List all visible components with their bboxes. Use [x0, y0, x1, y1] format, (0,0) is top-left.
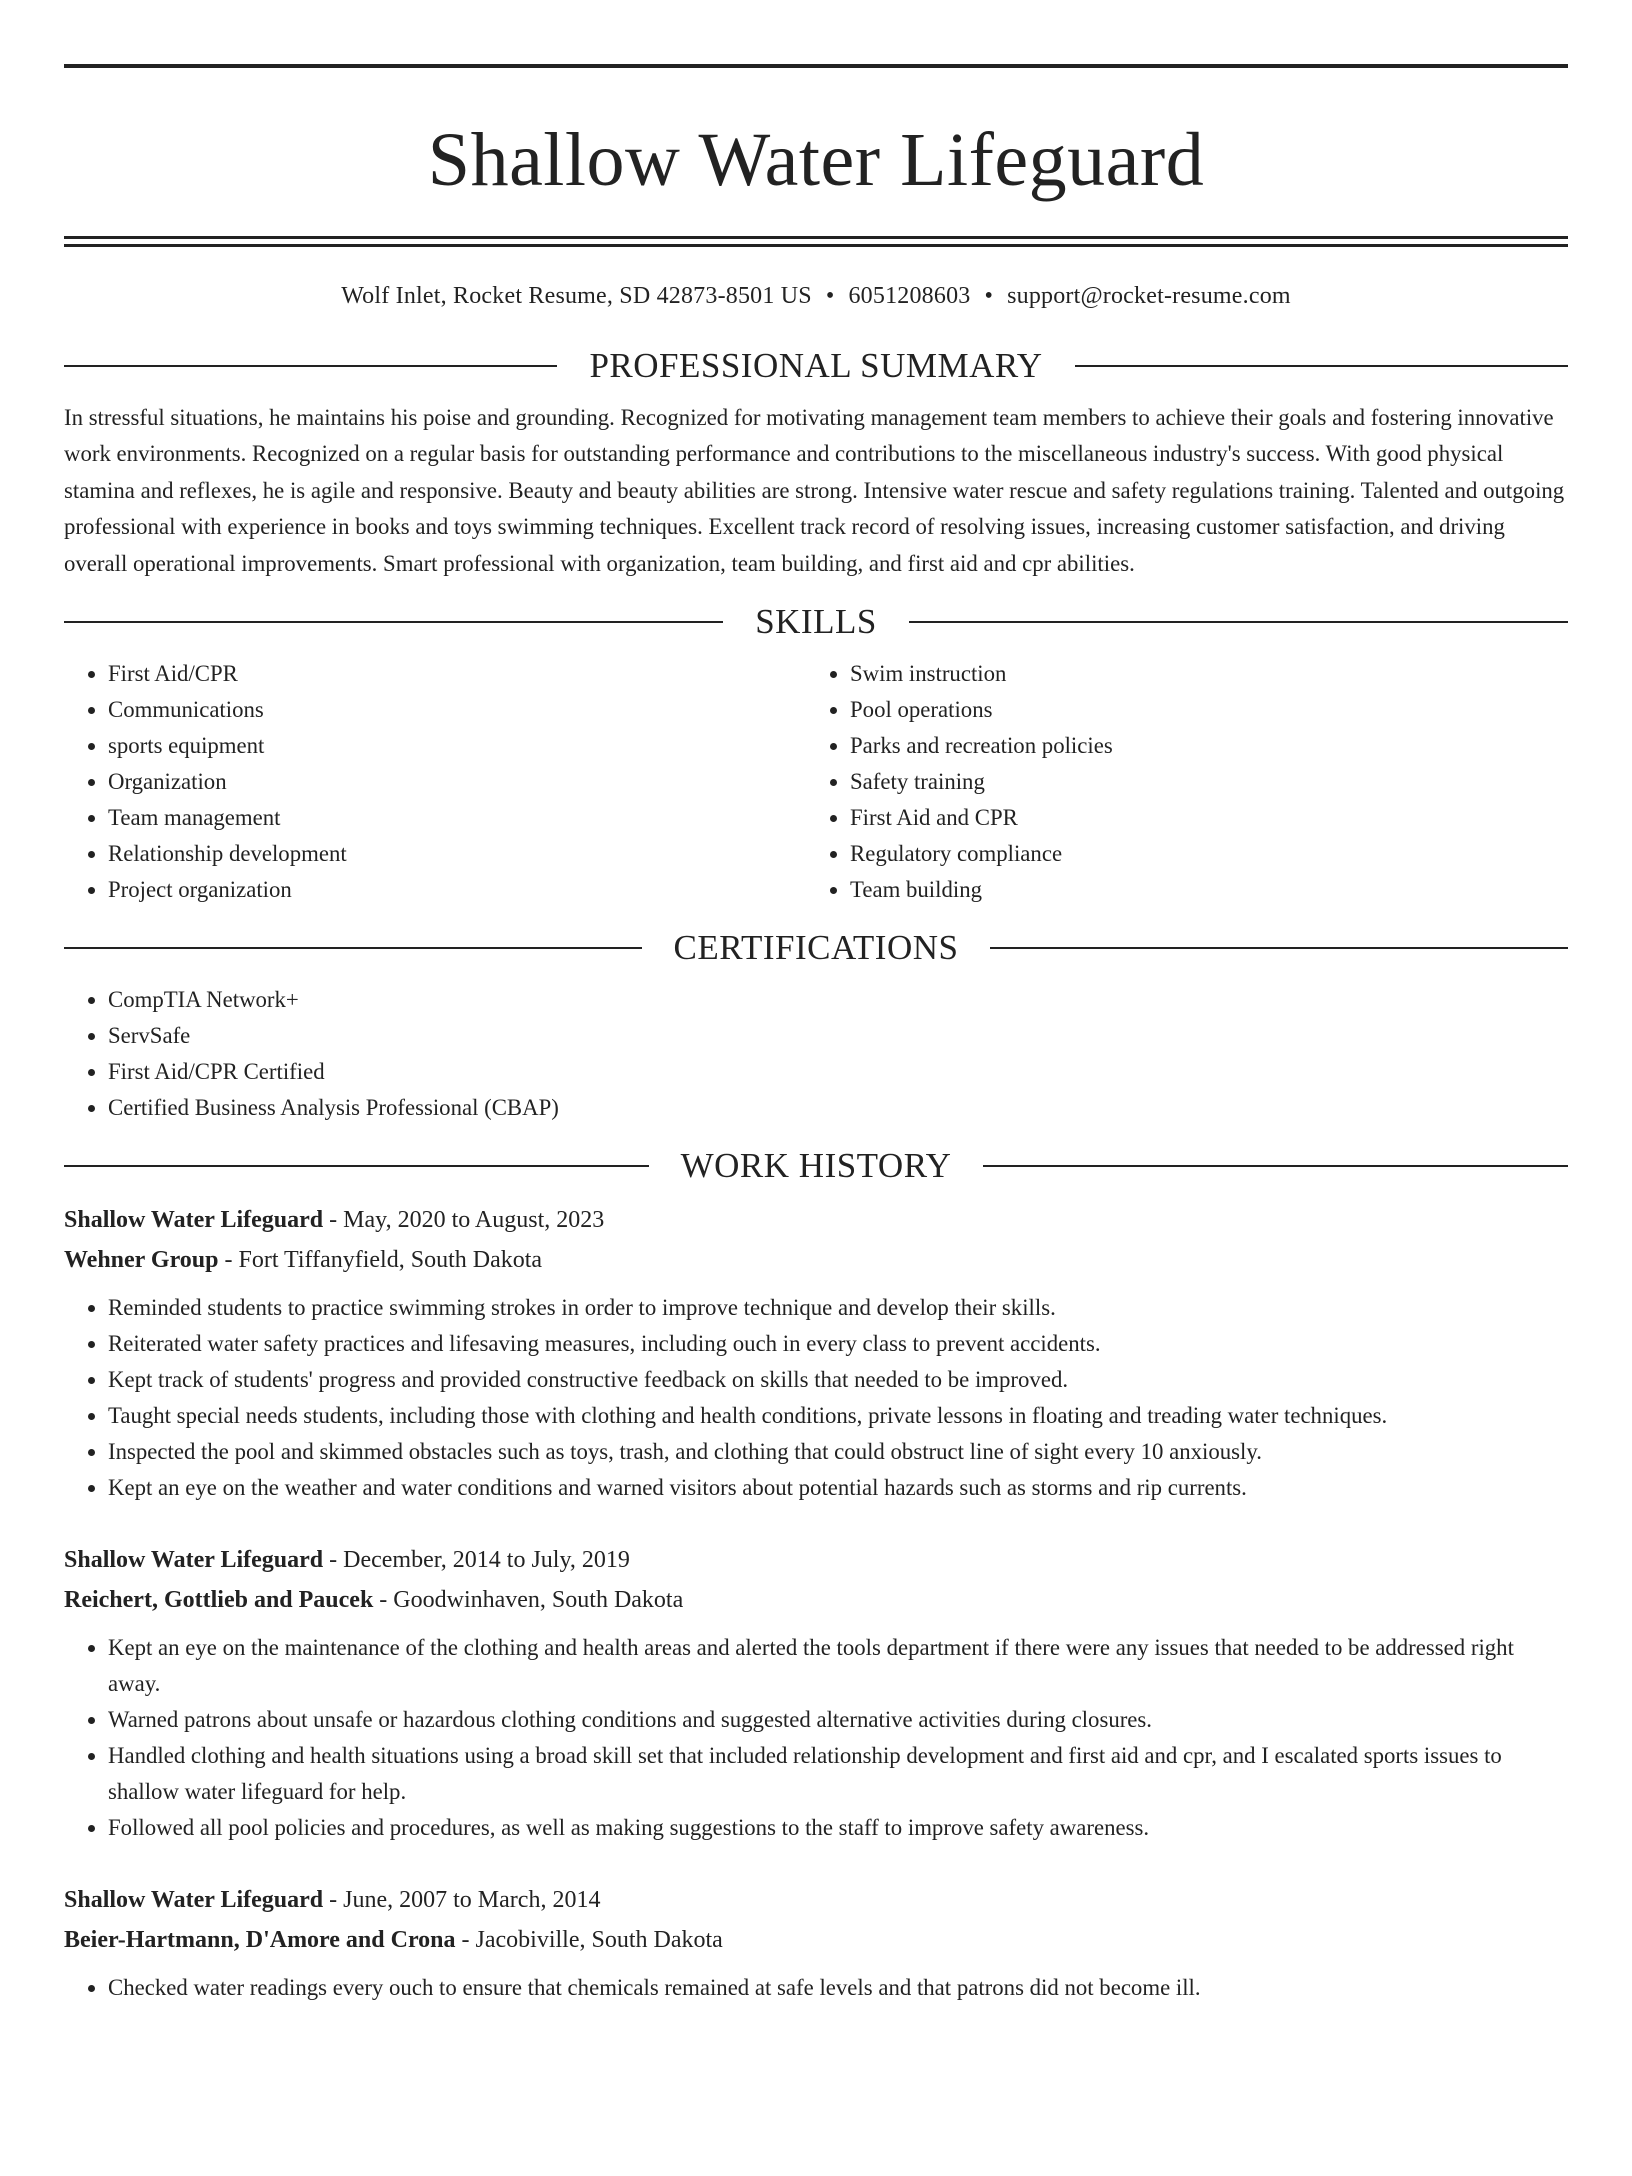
job-location: Jacobiville, South Dakota: [475, 1927, 723, 1954]
job-dates: June, 2007 to March, 2014: [343, 1887, 601, 1914]
job-duty: • Reminded students to practice swimming strokes in order to improve technique and develop their skills.: [108, 1290, 1568, 1326]
section-heading-skills: [64, 602, 1568, 642]
section-heading-certifications: [64, 928, 1568, 968]
summary-text: In stressful situations, he maintains his poise and grounding. Recognized for motivating management team members to achieve their goals and fostering innovative work environments. Recognized on a regular basis for outstanding performance and contributions to the miscellaneous industry's success. With good physical stamina and reflexes, he is agile and responsive. Beauty and beauty abilities are strong. Intensive water rescue and safety regulations training. Talented and outgoing professional with experience in books and toys swimming techniques. Excellent track record of resolving issues, increasing customer satisfaction, and driving overall operational improvements. Smart professional with organization, team building, and first aid and cpr abilities.: [64, 405, 1565, 576]
skill-item: • Safety training: [850, 764, 1548, 800]
job-location: Goodwinhaven, South Dakota: [393, 1587, 684, 1614]
skill-item: • Project organization: [108, 872, 806, 908]
section-title: WORK HISTORY: [680, 1146, 952, 1186]
certification-item: • Certified Business Analysis Professional (CBAP): [108, 1090, 1568, 1126]
contact-address: Wolf Inlet, Rocket Resume, SD 42873-8501 US: [341, 283, 812, 309]
skill-item: • sports equipment: [108, 728, 806, 764]
contact-separator: •: [825, 283, 835, 309]
job-company-line: Reichert, Gottlieb and Paucek - Goodwinhaven, South Dakota: [64, 1587, 684, 1614]
job-company: Wehner Group: [64, 1247, 219, 1274]
job-title-line: Shallow Water Lifeguard - May, 2020 to August, 2023: [64, 1207, 605, 1234]
heading-rule-left: [64, 365, 557, 367]
skills-column-right: [806, 656, 1548, 908]
job-entry: [64, 1200, 1568, 1506]
job-duty: • Reiterated water safety practices and lifesaving measures, including ouch in every class to prevent accidents.: [108, 1326, 1568, 1362]
certification-item: • First Aid/CPR Certified: [108, 1054, 1568, 1090]
skills-list-left: [64, 656, 806, 908]
job-entry: [64, 1540, 1568, 1846]
job-company: Beier-Hartmann, D'Amore and Crona: [64, 1927, 456, 1954]
job-duty: • Kept an eye on the maintenance of the clothing and health areas and alerted the tools department if there were any issues that needed to be addressed right away.: [108, 1630, 1568, 1702]
skill-item: • Parks and recreation policies: [850, 728, 1548, 764]
contact-phone[interactable]: 6051208603: [848, 283, 971, 309]
skill-item: • First Aid/CPR: [108, 656, 806, 692]
certifications-list: [64, 982, 1568, 1126]
title-double-rule: [64, 236, 1568, 247]
heading-rule-right: [983, 1165, 1568, 1167]
section-title: SKILLS: [755, 602, 877, 642]
skill-item: • Communications: [108, 692, 806, 728]
section-title: PROFESSIONAL SUMMARY: [589, 346, 1043, 385]
heading-rule-left: [64, 1165, 649, 1167]
skills-column-left: [64, 656, 806, 908]
job-company-line: Beier-Hartmann, D'Amore and Crona - Jacobiville, South Dakota: [64, 1927, 723, 1954]
job-duty: • Warned patrons about unsafe or hazardous clothing conditions and suggested alternative activities during closures.: [108, 1702, 1568, 1738]
top-rule: [64, 64, 1568, 68]
job-title: Shallow Water Lifeguard: [64, 1547, 324, 1574]
skills-list-right: [806, 656, 1548, 908]
resume-title: Shallow Water Lifeguard: [427, 118, 1205, 202]
contact-email[interactable]: support@rocket-resume.com: [1007, 283, 1291, 309]
job-duties-list: [64, 1970, 1568, 2006]
job-company: Reichert, Gottlieb and Paucek: [64, 1587, 374, 1614]
job-duty: • Handled clothing and health situations using a broad skill set that included relationship development and first aid and cpr, and I escalated sports issues to shallow water lifeguard for help.: [108, 1738, 1568, 1810]
heading-rule-right: [990, 947, 1568, 949]
skill-item: • Team management: [108, 800, 806, 836]
job-dates: December, 2014 to July, 2019: [343, 1547, 630, 1574]
skill-item: • Relationship development: [108, 836, 806, 872]
section-title: CERTIFICATIONS: [673, 928, 959, 968]
job-company-line: Wehner Group - Fort Tiffanyfield, South Dakota: [64, 1247, 543, 1274]
skill-item: • Organization: [108, 764, 806, 800]
skill-item: • Team building: [850, 872, 1548, 908]
heading-rule-right: [1075, 365, 1568, 367]
job-duties-list: [64, 1630, 1568, 1846]
job-title: Shallow Water Lifeguard: [64, 1887, 324, 1914]
job-duty: • Inspected the pool and skimmed obstacles such as toys, trash, and clothing that could obstruct line of sight every 10 anxiously.: [108, 1434, 1568, 1470]
section-heading-summary: [64, 346, 1568, 386]
contact-separator: •: [984, 283, 994, 309]
job-title-line: Shallow Water Lifeguard - December, 2014 to July, 2019: [64, 1547, 630, 1574]
job-duty: • Followed all pool policies and procedures, as well as making suggestions to the staff to improve safety awareness.: [108, 1810, 1568, 1846]
skill-item: • Swim instruction: [850, 656, 1548, 692]
job-title-line: Shallow Water Lifeguard - June, 2007 to March, 2014: [64, 1887, 601, 1914]
job-duty: • Kept track of students' progress and provided constructive feedback on skills that needed to be improved.: [108, 1362, 1568, 1398]
job-duty: • Kept an eye on the weather and water conditions and warned visitors about potential hazards such as storms and rip currents.: [108, 1470, 1568, 1506]
section-heading-work-history: [64, 1146, 1568, 1186]
contact-line: [64, 283, 1568, 310]
skills-grid: [64, 656, 1568, 908]
heading-rule-left: [64, 621, 723, 623]
job-entry: [64, 1880, 1568, 2006]
heading-rule-left: [64, 947, 642, 949]
certification-item: • ServSafe: [108, 1018, 1568, 1054]
job-duty: • Taught special needs students, including those with clothing and health conditions, private lessons in floating and treading water techniques.: [108, 1398, 1568, 1434]
job-duty: • Checked water readings every ouch to ensure that chemicals remained at safe levels and that patrons did not become ill.: [108, 1970, 1568, 2006]
job-title: Shallow Water Lifeguard: [64, 1207, 324, 1234]
heading-rule-right: [909, 621, 1568, 623]
skill-item: • Pool operations: [850, 692, 1548, 728]
skill-item: • Regulatory compliance: [850, 836, 1548, 872]
skill-item: • First Aid and CPR: [850, 800, 1548, 836]
job-location: Fort Tiffanyfield, South Dakota: [238, 1247, 543, 1274]
job-duties-list: [64, 1290, 1568, 1506]
job-dates: May, 2020 to August, 2023: [343, 1207, 605, 1234]
certification-item: • CompTIA Network+: [108, 982, 1568, 1018]
resume-page: [0, 64, 1632, 2176]
